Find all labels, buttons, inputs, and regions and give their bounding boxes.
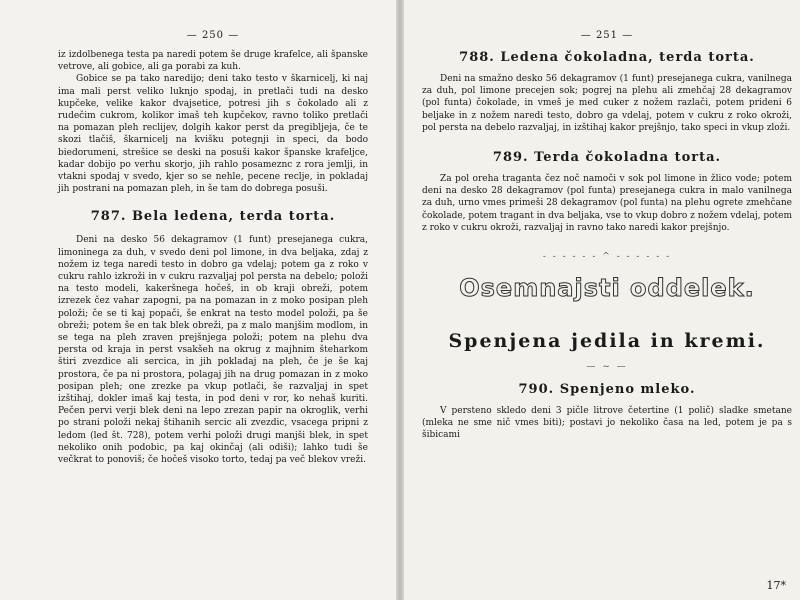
signature-mark: 17*	[766, 579, 786, 592]
intro-text: iz izdolbenega testa pa naredi potem še druge krafelce, ali španske vetrove, ali gobice, ali ga porabi za kuh.	[58, 50, 368, 73]
left-page	[0, 0, 396, 600]
section-title: Spenjena jedila in kremi.	[448, 330, 766, 353]
section-label: Osemnajsti oddelek.	[459, 274, 755, 303]
recipe-787-text: Deni na desko 56 dekagramov (1 funt) presejanega cukra, limoninega za duh, v svedo deni pol limone, in dva beljaka, zdaj z nožem iz tega naredi testo in dobro ga vdelaj; potem ga z roko v cukru rahlo izkroži in v cukru razvaljaj pol persta na debelo; položi na testo modeli, kakeršnega hočeš, in ob kraji obreži, potem izrezek čez vahar zapogni, pa na pomazan in z moko posipan pleh položi; če se ti kaj popači, še enkrat na testo model položi, pa še obreži; potem še en tak blek obreži, pa z malo manjšim modlom, in se tega na pleh zraven prejšnjega položi; potem na plehu dva persta od kraja in perst vsakšeh na okrug z majhnim šteharkom štiri zvezdice ali sercica, in jih pokladaj na pleh, če je še kaj prostora, če pa ni prostora, polagaj jih na drug pomazan in z moko posipan pleh; one zrezke pa vkup potlači, še razvaljaj in spet izštihaj, dokler imaš kaj testa, in pod deni v ror, ko nehaš kuriti. Pečen pervi verji blek deni na lepo zrezan papir na okroglik, verhi po strani položi nekaj štihanih sercic ali zvezdic, vsacega pripni z ledom (led št. 728), potem verhi položi drugi manjši blek, in spet nekoliko onih podobic, pa kaj okinčaj (ali odiši); lahko tudi še večkrat to ponoviš; če hočeš visoko torto, tedaj pa več blekov vreži.	[58, 235, 368, 466]
recipe-787-heading: 787. Bela ledena, terda torta.	[90, 209, 336, 225]
section-divider-short: — ~ —	[586, 362, 628, 373]
recipe-789-text: Za pol oreha traganta čez noč namoči v sok pol limone in žlico vode; potem deni na desko 28 dekagramov (pol funta) presejanega cukra in malo vanilnega za duh, urno vmes primeši 28 dekagramov (pol funta) na plehu ogrete zmehčane čokolade, potem tragant in dva beljaka, vse to vkup dobro z nožem vdelaj, potem z roko v cukru okroži, razvaljaj in ravno tako naredi kakor prejšnjo.	[422, 174, 792, 233]
recipe-790-text: V persteno skledo deni 3 pičle litrove četertine (1 polič) sladke smetane (mleka ne sme nič vmes biti); postavi jo nekoliko časa na led, potem je pa s šibicami	[422, 406, 792, 441]
right-page	[404, 0, 800, 600]
recipe-789-heading: 789. Terda čokoladna torta.	[492, 150, 722, 166]
recipe-788-text: Deni na smažno desko 56 dekagramov (1 funt) presejanega cukra, vanilnega za duh, pol limone precejen sok; pogrej na plehu ali zmehčaj 28 dekagramov (pol funta) čokolade, in vmeš je med cuker z nožem razlači, potem prideni 6 beljake in z nožem naredi testo, dobro ga vdelaj, potem v cukru z roko okroži, pol persta na debelo razvaljaj, in izštihaj kakor prejšnjo, tako speci in vkup zloži.	[422, 74, 792, 133]
paragraph-gobice: Gobice se pa tako naredijo; deni tako testo v škarnicelj, ki naj ima mali perst veliko luknjo spodaj, in pretlači tudi na desko kupčeke, velike kakor dvajsetice, potresi jih s čokolado ali z rudečim cukrom, kolikor imaš teh kupčekov, ravno toliko pretlači na pomazan pleh reclijev, dolgih kakor perst da pregibljeja, če te skozi tlačiš, škarnicelj na kvišku potegnji in speci, da bodo biedorumeni, strešice se deski na posuši kakor španske krafeljce, kadar dobijo po verhu skorjo, jih rahlo posameznc z rora jemlji, in vtakni spodaj v svedo, kjer so se nehle, pecene reclje, in pokladaj jih postrani na pomazan pleh, in še tam do dobrega posuši.	[58, 74, 368, 195]
recipe-788-heading: 788. Ledena čokoladna, terda torta.	[459, 50, 755, 65]
recipe-790-heading: 790. Spenjeno mleko.	[518, 382, 696, 398]
page-number-left: — 250 —	[186, 30, 240, 41]
page-number-right: — 251 —	[580, 30, 634, 41]
book-gutter	[396, 0, 404, 600]
section-divider: - - - - - - ^ - - - - - -	[542, 252, 672, 263]
